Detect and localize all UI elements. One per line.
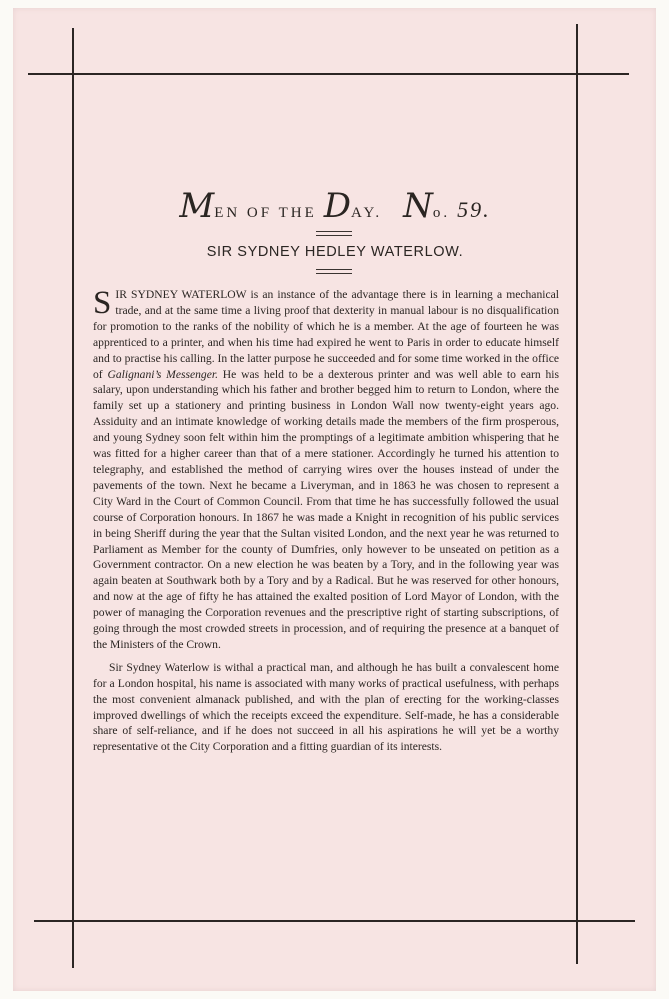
frame-rule-left: [72, 28, 74, 968]
article-body: [93, 287, 559, 755]
name-divider: [316, 269, 352, 274]
paragraph-1-text-b: He was held to be a dexterous printer and was well able to earn his salary, upon understanding which his father and brother begged him to return to London, where the family set up a stationery and printing business in London Wall now twenty-eight years ago. Assiduity and an intimate knowledge of working details made the members of the firm prosperous, and young Sydney soon felt within him the promptings of a legitimate ambition whispering that he was fitted for a higher career than that of a mere stationer. Accordingly he turned his attention to telegraphy, and established the method of carrying wires over the houses instead of under the pavements of the town. Next he became a Liveryman, and in 1863 he was chosen to represent a City Ward in the Court of Common Council. From that time he has successfully followed the usual course of Corporation honours. In 1867 he was made a Knight in recognition of his public services in being Sheriff during the year that the Sultan visited London, and the next year he was returned to Parliament as Member for the county of Dumfries, only however to be unseated on petition as a Government contractor. On a new election he was beaten by a Tory, and in the following year was again beaten at Southwark both by a Tory and by a Radical. But he was reserved for other honours, and now at the age of fifty he has attained the exalted position of Lord Mayor of London, with the power of managing the Corporation revenues and the prescriptive right of starting subscriptions, of going through the most crowded streets in procession, and of requiring the presence at a banquet of the Ministers of the Crown.: [93, 367, 559, 651]
title-cap-m: M: [179, 186, 215, 226]
title-word-no: o.: [432, 205, 451, 221]
subject-name: SIR SYDNEY HEDLEY WATERLOW.: [206, 244, 464, 260]
newspaper-title: Galignani’s Messenger.: [107, 367, 218, 381]
article-paragraph-2: Sir Sydney Waterlow is withal a practical man, and although he has built a convalescent home for a London hospital, his name is associated with many works of practical usefulness, with perhaps the most convenient almanack published, and with the plan of erecting for the working-classes improved dwellings of which the receipts exceed the expenditure. Self-made, he has a considerable share of self-reliance, and if he does not succeed in all his aspirations he will yet be a worthy representative ot the City Corporation and a fitting guardian of its interests.: [93, 660, 559, 754]
drop-cap: S: [93, 285, 112, 321]
title-cap-n: N: [403, 186, 433, 226]
frame-rule-bottom: [34, 920, 635, 922]
frame-rule-top: [28, 73, 629, 75]
title-word-day: AY.: [351, 205, 383, 221]
page-title: [100, 186, 570, 226]
article-paragraph-1: [93, 287, 559, 653]
frame-rule-right: [576, 24, 578, 964]
title-cap-d: D: [323, 186, 352, 226]
title-word-men-of-the: EN OF THE: [214, 205, 317, 221]
title-number: 59.: [457, 197, 491, 222]
paragraph-1-text-a: IR SYDNEY WATERLOW is an instance of the advantage there is in learning a mechanical trade, and at the same time a living proof that dexterity in manual labour is no disqualification for promotion to the ranks of the nobility of which he is a member. At the age of fourteen he was apprenticed to a printer, and when his time had expired he went to Paris in order to educate himself and to practise his calling. In the latter purpose he succeeded and for some time worked in the office of: [93, 288, 559, 381]
title-divider: [316, 231, 352, 236]
